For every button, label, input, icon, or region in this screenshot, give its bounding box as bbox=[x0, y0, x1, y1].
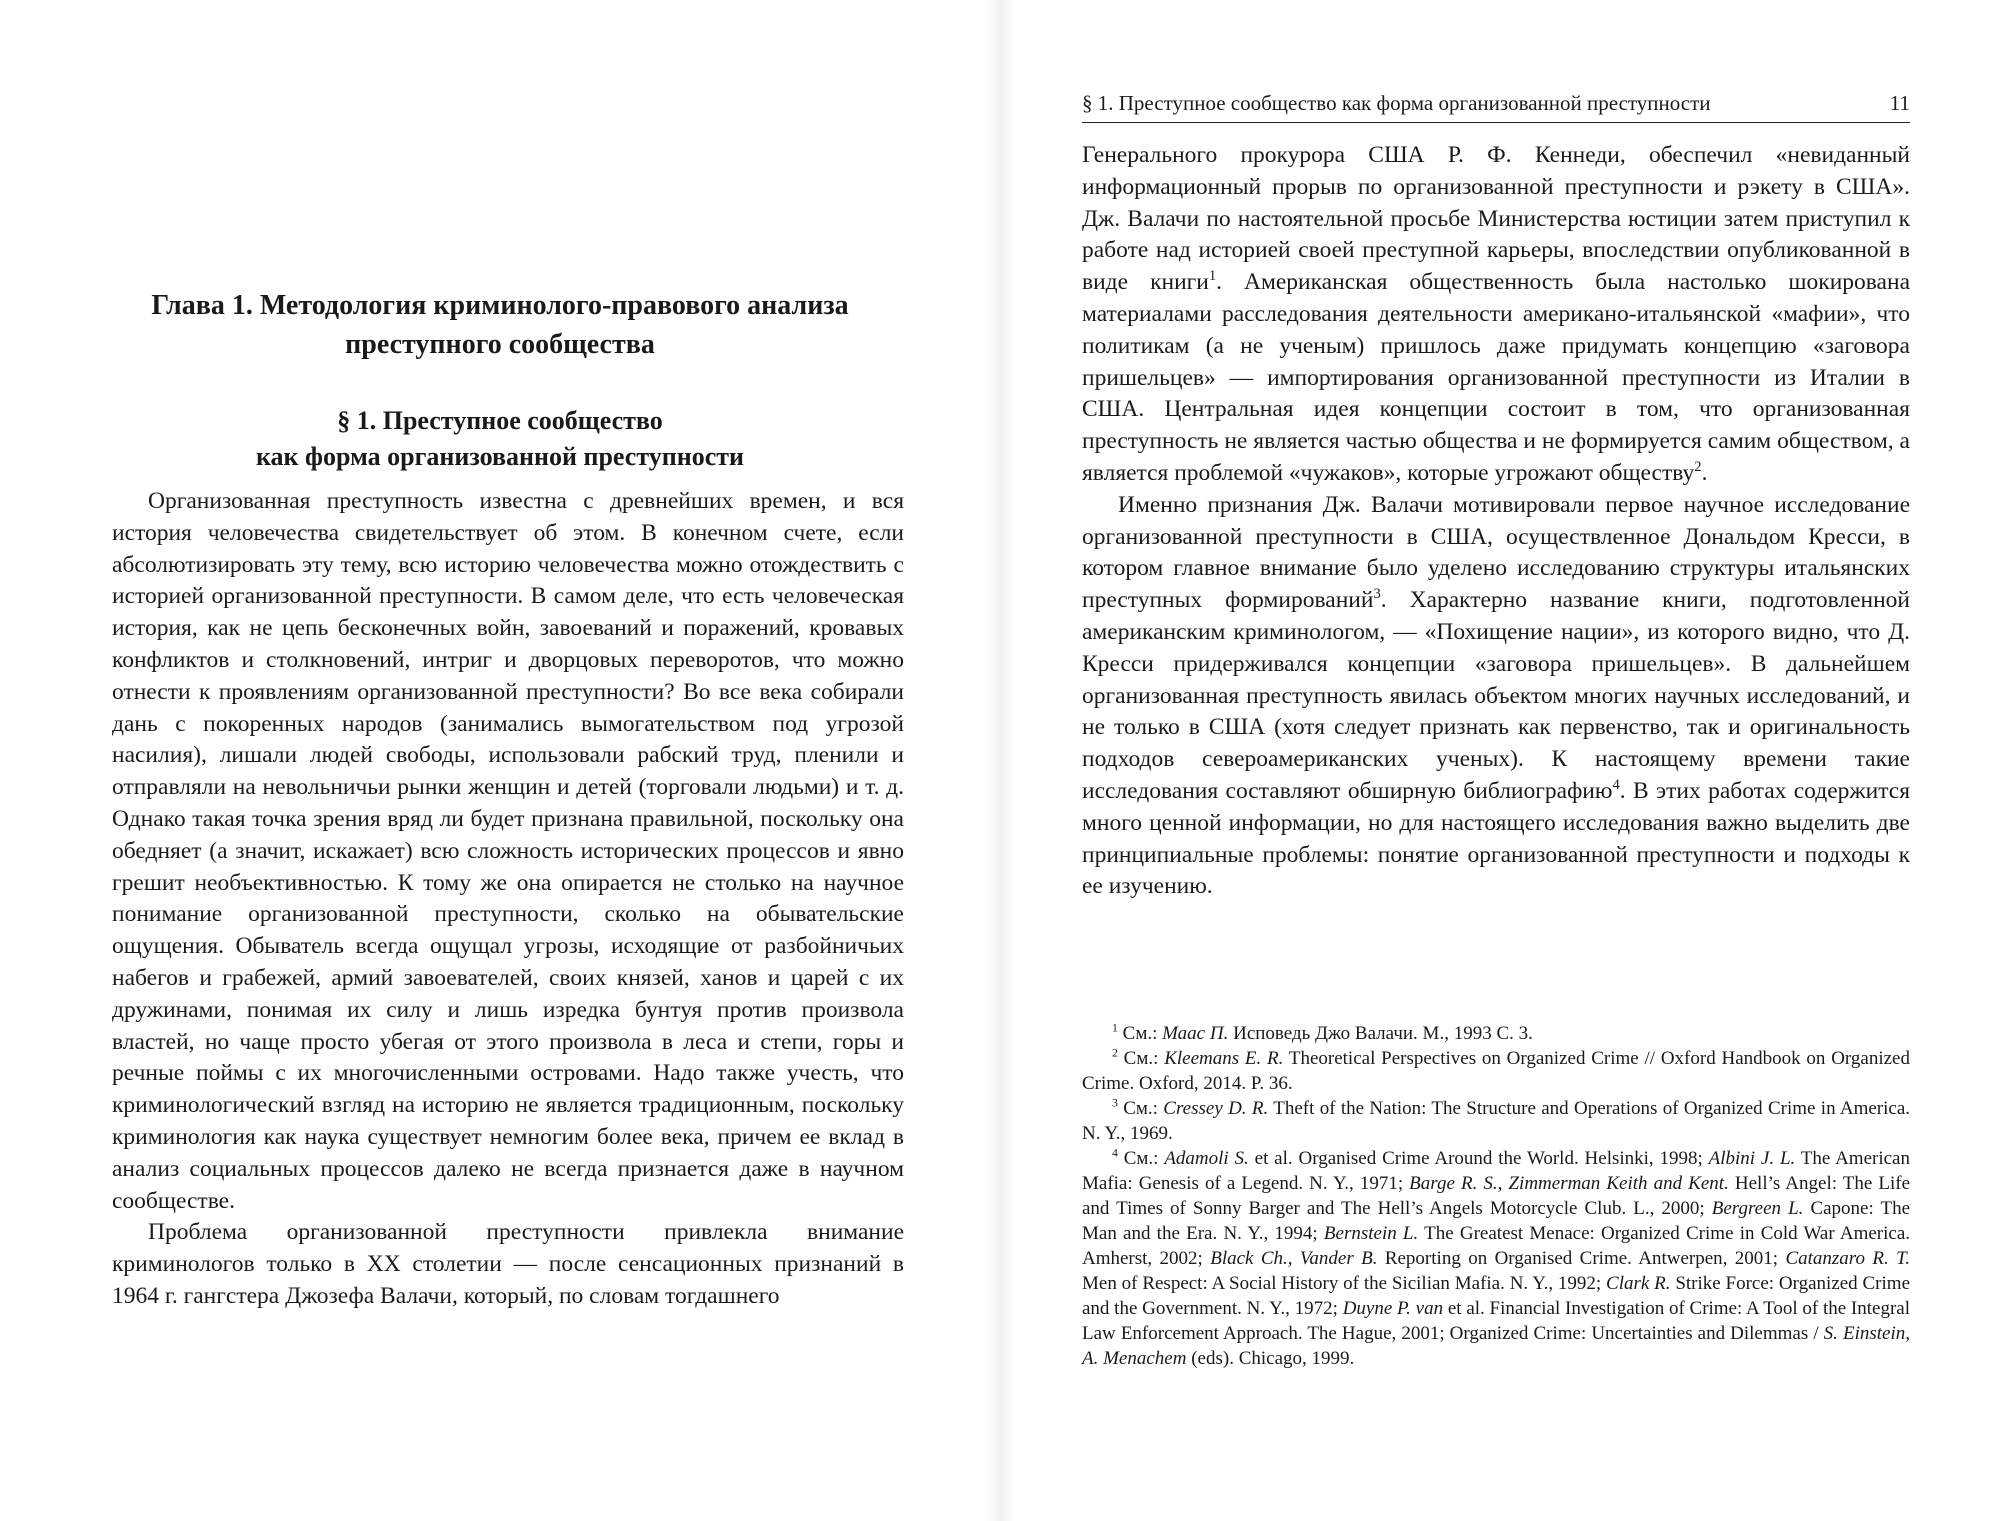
footnote-author: Cressey D. R. bbox=[1163, 1098, 1269, 1119]
footnote-prefix: См.: bbox=[1122, 1023, 1163, 1044]
right-body-text bbox=[1082, 140, 1910, 903]
footnote-text: Capone: The Man and the Era. N. Y., 1994; bbox=[1082, 1198, 1910, 1244]
right-page bbox=[1000, 0, 2000, 1521]
body-paragraph: Организованная преступность известна с древнейших времен, и вся история человечества свидетельствует об этом. В конечном счете, если абсолютизировать эту тему, всю историю человечества можно отождествить с историей организованной преступности. В самом деле, что есть человеческая история, как не цепь бесконечных войн, завоеваний и поражений, кровавых конфликтов и столкновений, интриг и дворцовых переворотов, что можно отнести к проявлениям организованной преступности? Во все века собирали дань с покоренных народов (занимались вымогательством под угрозой насилия), лишали людей свободы, использовали рабский труд, пленили и отправляли на невольничьи рынки женщин и детей (торговали людьми) и т. д. Однако такая точка зрения вряд ли будет признана правильной, поскольку она обедняет (а значит, искажает) всю сложность исторических процессов и явно грешит необъективностью. К тому же она опирается не столько на научное понимание организованной преступности, сколько на обывательские ощущения. Обыватель всегда ощущал угрозы, исходящие от разбойничьих набегов и грабежей, армий завоевателей, своих князей, ханов и царей с их дружинами, понимая их силу и лишь изредка бунтуя против произвола властей, но чаще просто убегая от этого произвола в леса и степи, горы и речные поймы с их многочисленными островами. Надо также учесть, что криминологический взгляд на историю не является традиционным, поскольку криминология как наука существует немногим более века, причем ее вклад в анализ социальных процессов далеко не всегда признается даже в научном сообществе. bbox=[112, 488, 904, 1214]
footnote-prefix: См.: bbox=[1123, 1048, 1165, 1069]
footnote-text: Theft of the Nation: The Structure and Operations of Organized Crime in America. N. Y., 1969. bbox=[1082, 1098, 1911, 1144]
running-head-title: § 1. Преступное сообщество как форма организованной преступности bbox=[1082, 91, 1711, 115]
footnote-ref: 4 bbox=[1612, 777, 1620, 794]
page-number: 11 bbox=[1889, 91, 1910, 115]
footnote-author: S. Einstein, A. Menachem bbox=[1082, 1323, 1910, 1369]
footnote-1 bbox=[1082, 1021, 1910, 1046]
footnote-author: Bergreen L. bbox=[1711, 1198, 1804, 1219]
footnote-number: 3 bbox=[1112, 1096, 1118, 1110]
footnote-number: 4 bbox=[1112, 1146, 1118, 1160]
left-body-text bbox=[112, 486, 904, 1313]
footnote-prefix: См.: bbox=[1123, 1148, 1165, 1169]
footnote-text: Reporting on Organised Crime. Antwerpen, 2001; bbox=[1377, 1248, 1786, 1269]
footnote-ref: 3 bbox=[1373, 586, 1381, 603]
paragraph-text: Генерального прокурора США Р. Ф. Кеннеди, обеспечил «невиданный информационный прорыв по организованной преступности и рэкету в США». Дж. Валачи по настоятельной просьбе Министерства юстиции затем приступил к работе над историей своей преступной карьеры, впоследствии опубликованной в виде книги bbox=[1082, 142, 1910, 296]
footnote-text: The American Mafia: Genesis of a Legend. N. Y., 1971; bbox=[1082, 1148, 1910, 1194]
footnotes bbox=[1082, 1021, 1910, 1371]
paragraph-text: . bbox=[1701, 459, 1708, 486]
body-paragraph bbox=[1082, 490, 1910, 903]
footnote-author: Albini J. L. bbox=[1708, 1148, 1796, 1169]
footnote-author: Adamoli S. bbox=[1164, 1148, 1249, 1169]
paragraph-text: Именно признания Дж. Валачи мотивировали первое научное исследование организованной преступности в США, осуществленное Дональдом Кресси, в котором главное внимание было уделено исследованию структуры итальянских преступных формирований bbox=[1082, 491, 1910, 614]
footnote-4 bbox=[1082, 1146, 1910, 1371]
footnote-author: Clark R. bbox=[1606, 1273, 1671, 1294]
section-title-line-2: как форма организованной преступности bbox=[255, 442, 745, 471]
footnote-text: Strike Force: Organized Crime and the Government. N. Y., 1972; bbox=[1082, 1273, 1911, 1319]
footnote-text: The Greatest Menace: Organized Crime in Cold War America. Amherst, 2002; bbox=[1082, 1223, 1911, 1269]
running-head bbox=[1082, 90, 1910, 116]
section-title bbox=[100, 403, 900, 475]
chapter-title-line-2: преступного сообщества bbox=[345, 329, 655, 360]
footnote-author: Black Ch., Vander B. bbox=[1210, 1248, 1378, 1269]
chapter-title-line-1: Глава 1. Методология криминолого-правового анализа bbox=[151, 290, 849, 321]
footnote-text: Исповедь Джо Валачи. М., 1993 С. 3. bbox=[1228, 1023, 1533, 1044]
header-rule bbox=[1082, 122, 1910, 123]
footnote-prefix: См.: bbox=[1123, 1098, 1164, 1119]
footnote-author: Bernstein L. bbox=[1323, 1223, 1419, 1244]
footnote-2 bbox=[1082, 1046, 1910, 1096]
footnote-text: (eds). Chicago, 1999. bbox=[1186, 1348, 1355, 1369]
footnote-3 bbox=[1082, 1096, 1910, 1146]
footnote-author: Duyne P. van bbox=[1342, 1298, 1444, 1319]
footnote-number: 2 bbox=[1112, 1046, 1118, 1060]
footnote-author: Catanzaro R. T. bbox=[1785, 1248, 1910, 1269]
footnote-text: Men of Respect: A Social History of the Sicilian Mafia. N. Y., 1992; bbox=[1082, 1273, 1607, 1294]
paragraph-text: . Американская общественность была настолько шокирована материалами расследования деятельности американо-итальянской «мафии», что политикам (а не ученым) пришлось даже придумать концепцию «заговора пришельцев» — импортирования организованной преступности из Италии в США. Центральная идея концепции состоит в том, что организованная преступность не является частью общества и не формируется самим обществом, а является проблемой «чужаков», которые угрожают обществу bbox=[1082, 269, 1910, 486]
footnote-author: Kleemans E. R. bbox=[1164, 1048, 1284, 1069]
footnote-author: Barge R. S., Zimmerman Keith and Kent. bbox=[1409, 1173, 1729, 1194]
paragraph-text: . Характерно название книги, подготовленной американским криминологом, — «Похищение нации», из которого видно, что Д. Кресси придерживался концепции «заговора пришельцев». В дальнейшем организованная преступность явилась объектом многих научных исследований, и не только в США (хотя следует признать как первенство, так и оригинальность подходов североамериканских ученых). К настоящему времени такие исследования составляют обширную библиографию bbox=[1082, 587, 1911, 804]
chapter-title bbox=[100, 286, 900, 364]
section-title-line-1: § 1. Преступное сообщество bbox=[337, 406, 663, 435]
footnote-text: et al. Financial Investigation of Crime: A Tool of the Integral Law Enforcement Approach. The Hague, 2001; Organized Crime: Uncertainties and Dilemmas / bbox=[1082, 1298, 1911, 1344]
footnote-text: Hell’s Angel: The Life and Times of Sonny Barger and The Hell’s Angels Motorcycle Club. L., 2000; bbox=[1082, 1173, 1911, 1219]
footnote-ref: 2 bbox=[1694, 459, 1702, 476]
body-paragraph: Проблема организованной преступности привлекла внимание криминологов только в XX столетии — после сенсационных признаний в 1964 г. гангстера Джозефа Валачи, который, по словам тогдашнего bbox=[112, 1219, 904, 1309]
paragraph-text: . В этих работах содержится много ценной информации, но для настоящего исследования важно выделить две принципиальные проблемы: понятие организованной преступности и подходы к ее изучению. bbox=[1082, 777, 1911, 900]
footnote-number: 1 bbox=[1112, 1021, 1118, 1035]
footnote-text: et al. Organised Crime Around the World. Helsinki, 1998; bbox=[1248, 1148, 1709, 1169]
footnote-author: Маас П. bbox=[1162, 1023, 1229, 1044]
footnote-ref: 1 bbox=[1208, 268, 1217, 285]
body-paragraph bbox=[1082, 140, 1910, 490]
footnote-text: Theoretical Perspectives on Organized Crime // Oxford Handbook on Organized Crime. Oxford, 2014. P. 36. bbox=[1082, 1048, 1910, 1094]
